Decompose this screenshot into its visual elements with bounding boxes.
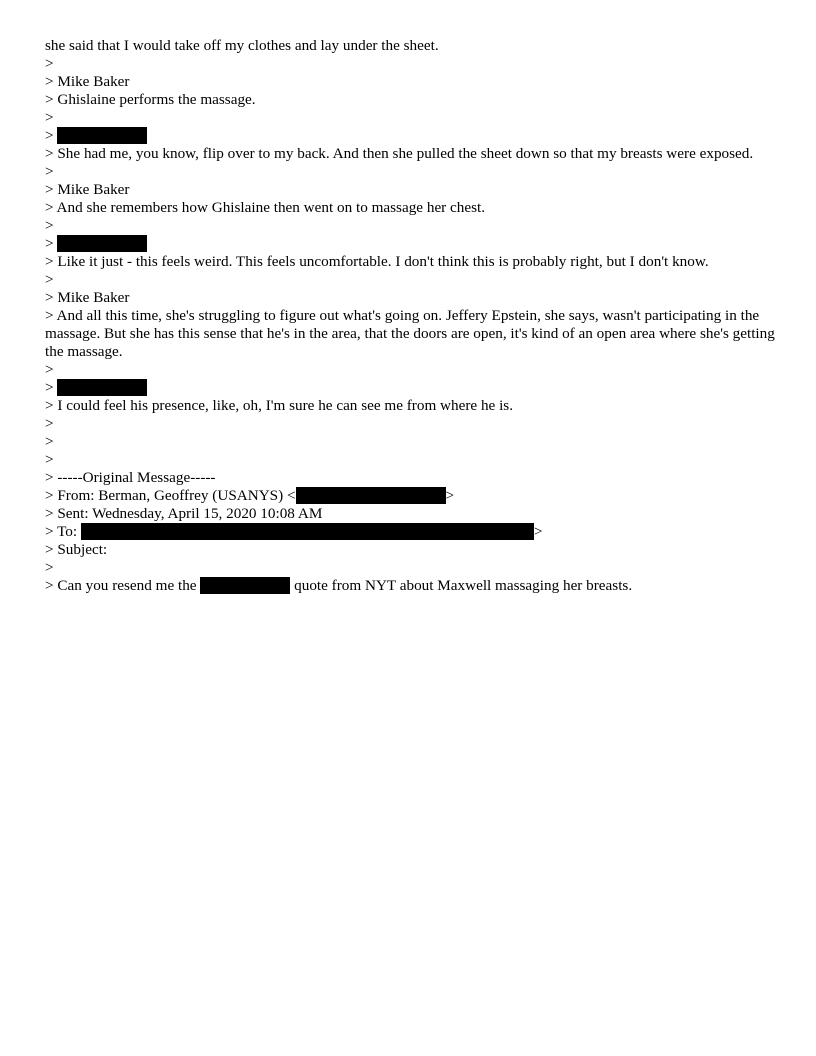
quote-marker-line: >: [45, 361, 54, 378]
text-line: > I could feel his presence, like, oh, I'm sure he can see me from where he is.: [45, 397, 514, 414]
redaction-box: [200, 577, 290, 594]
redaction-box: [57, 235, 147, 252]
redaction-box: [296, 487, 446, 504]
quote-marker-line: >: [45, 55, 54, 72]
to-line: [45, 523, 780, 541]
angle-bracket: >: [445, 487, 455, 504]
email-body: [45, 37, 780, 595]
quote-marker: >: [45, 235, 54, 252]
angle-bracket: >: [533, 523, 543, 540]
quote-marker: >: [45, 127, 54, 144]
speaker-line: > Mike Baker: [45, 181, 130, 198]
quote-marker-line: >: [45, 163, 54, 180]
quote-marker-line: >: [45, 217, 54, 234]
text-line: she said that I would take off my clothes and lay under the sheet.: [45, 37, 439, 54]
request-text-end: quote from NYT about Maxwell massaging her breasts.: [290, 577, 633, 594]
text-line: > Ghislaine performs the massage.: [45, 91, 256, 108]
quote-marker-line: >: [45, 109, 54, 126]
redaction-box: [57, 127, 147, 144]
redaction-box: [57, 379, 147, 396]
subject-line: > Subject:: [45, 541, 108, 558]
text-line: > Like it just - this feels weird. This feels uncomfortable. I don't think this is probably right, but I don't know.: [45, 253, 709, 270]
quote-marker-line: >: [45, 433, 54, 450]
sent-line: > Sent: Wednesday, April 15, 2020 10:08 AM: [45, 505, 323, 522]
text-line: > And all this time, she's struggling to figure out what's going on. Jeffery Epstein, she says, wasn't participating in the massage. But she has this sense that he's in the area, that the doors are open, it's kind of an open area where she's getting the massage.: [45, 307, 779, 360]
quote-marker: >: [45, 379, 54, 396]
redaction-box: [81, 523, 534, 540]
quote-marker-line: >: [45, 451, 54, 468]
redacted-speaker-line: [45, 235, 780, 253]
from-label: > From: Berman, Geoffrey (USANYS) <: [45, 487, 296, 504]
speaker-line: > Mike Baker: [45, 289, 130, 306]
redacted-speaker-line: [45, 127, 780, 145]
speaker-line: > Mike Baker: [45, 73, 130, 90]
from-line: [45, 487, 780, 505]
to-label: > To:: [45, 523, 81, 540]
quote-marker-line: >: [45, 271, 54, 288]
text-line: > She had me, you know, flip over to my back. And then she pulled the sheet down so that my breasts were exposed.: [45, 145, 754, 162]
quote-marker-line: >: [45, 415, 54, 432]
text-line: > And she remembers how Ghislaine then went on to massage her chest.: [45, 199, 486, 216]
original-message-header: > -----Original Message-----: [45, 469, 216, 486]
request-line: [45, 577, 780, 595]
quote-marker-line: >: [45, 559, 54, 576]
request-text-start: > Can you resend me the: [45, 577, 201, 594]
redacted-speaker-line: [45, 379, 780, 397]
